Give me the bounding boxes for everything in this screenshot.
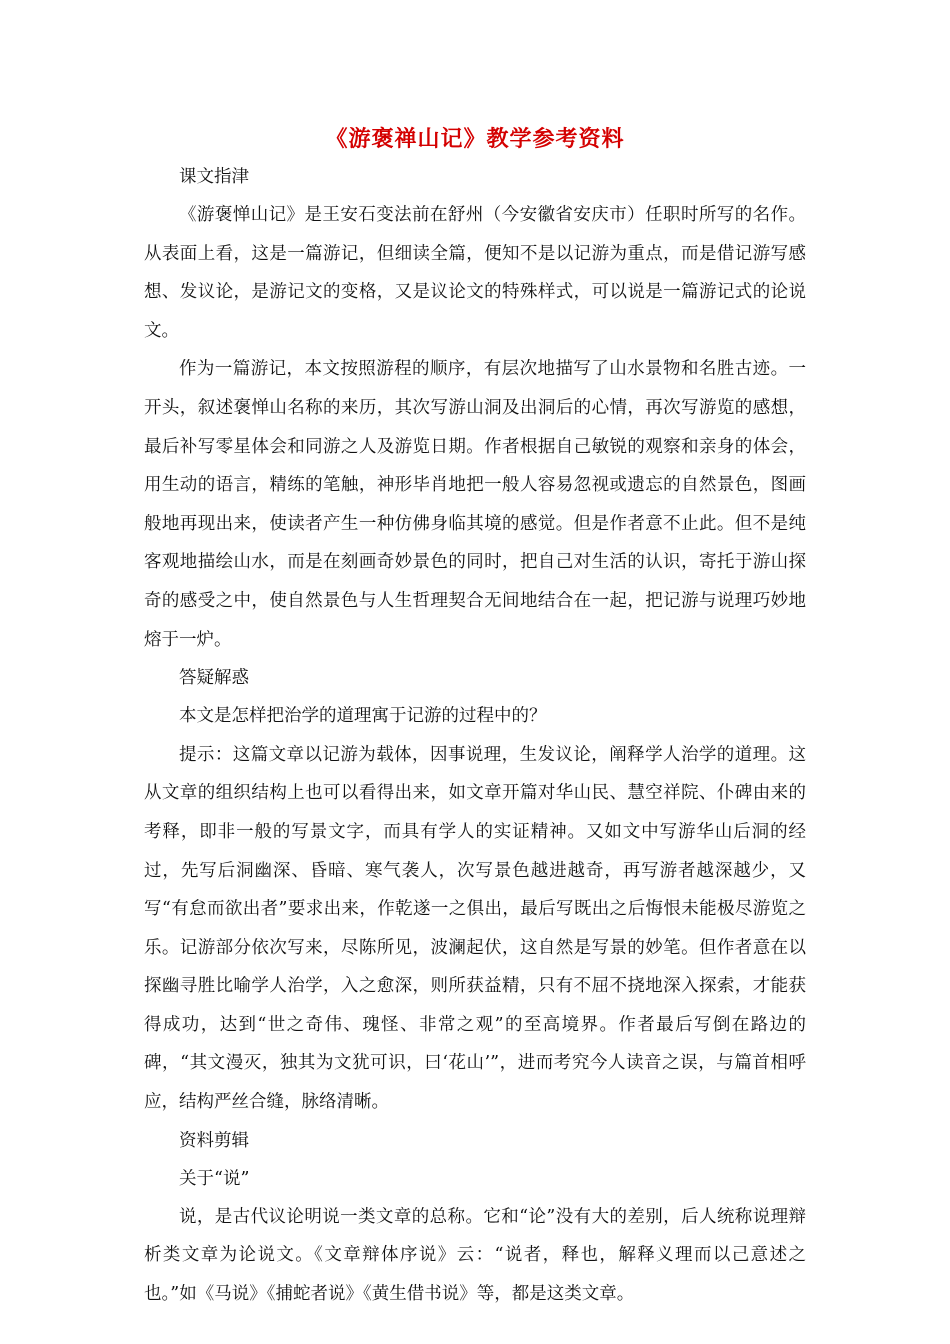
paragraph-shuo: 说，是古代议论明说一类文章的总称。它和“论”没有大的差别，后人统称说理辩析类文章为论说文。《文章辩体序说》云：“说者，释也，解释义理而以己意述之也。”如《马说》《捕蛇者说》《黄生借书说》等，都是这类文章。 [144, 1206, 806, 1304]
document-title: 《游褒禅山记》教学参考资料 [325, 126, 625, 152]
paragraph-travelogue: 作为一篇游记，本文按照游程的顺序，有层次地描写了山水景物和名胜古迹。一开头，叙述褒惮山名称的来历，其次写游山洞及出洞后的心情，再次写游览的感想，最后补写零星体会和同游之人及游览日期。作者根据自己敏锐的观察和亲身的体会，用生动的语言，精练的笔触，神形毕肖地把一般人容易忽视或遗忘的自然景色，图画般地再现出来，使读者产生一种仿佛身临其境的感觉。但是作者意不止此。但不是纯客观地描绘山水，而是在刻画奇妙景色的同时，把自己对生活的认识，寄托于游山探奇的感受之中，使自然景色与人生哲理契合无间地结合在一起，把记游与说理巧妙地熔于一炉。 [144, 359, 806, 650]
paragraph-intro: 《游褒惮山记》是王安石变法前在舒州（今安徽省安庆市）任职时所写的名作。从表面上看，这是一篇游记，但细读全篇，便知不是以记游为重点，而是借记游写感想、发议论，是游记文的变格，又是议论文的特殊样式，可以说是一篇游记式的论说文。 [144, 205, 806, 341]
paragraph-hint: 提示：这篇文章以记游为载体，因事说理，生发议论，阐释学人治学的道理。这从文章的组织结构上也可以看得出来，如文章开篇对华山民、慧空祥院、仆碑由来的考释，即非一般的写景文字，而具有学人的实证精神。又如文中写游华山后洞的经过，先写后洞幽深、昏暗、寒气袭人，次写景色越进越奇，再写游者越深越少，又写“有怠而欲出者”要求出来，作乾遂一之俱出，最后写既出之后悔恨未能极尽游览之乐。记游部分依次写来，尽陈所见，波澜起伏，这自然是写景的妙笔。但作者意在以探幽寻胜比喻学人治学，入之愈深，则所获益精，只有不屈不挠地深入探索，才能获得成功，达到“世之奇伟、瑰怪、非常之观”的至高境界。作者最后写倒在路边的碑，“其文漫灭，独其为文犹可识，曰‘花山’”，进而考究今人读音之误，与篇首相呼应，结构严丝合缝，脉络清晰。 [144, 744, 806, 1113]
subheading-about-shuo: 关于“说” [179, 1168, 250, 1189]
paragraph-question: 本文是怎样把治学的道理寓于记游的过程中的？ [179, 706, 547, 727]
document-body [144, 158, 806, 1313]
section-heading-materials: 资料剪辑 [179, 1130, 249, 1151]
section-heading-qa: 答疑解惑 [179, 668, 249, 689]
section-heading-guide: 课文指津 [179, 167, 249, 187]
